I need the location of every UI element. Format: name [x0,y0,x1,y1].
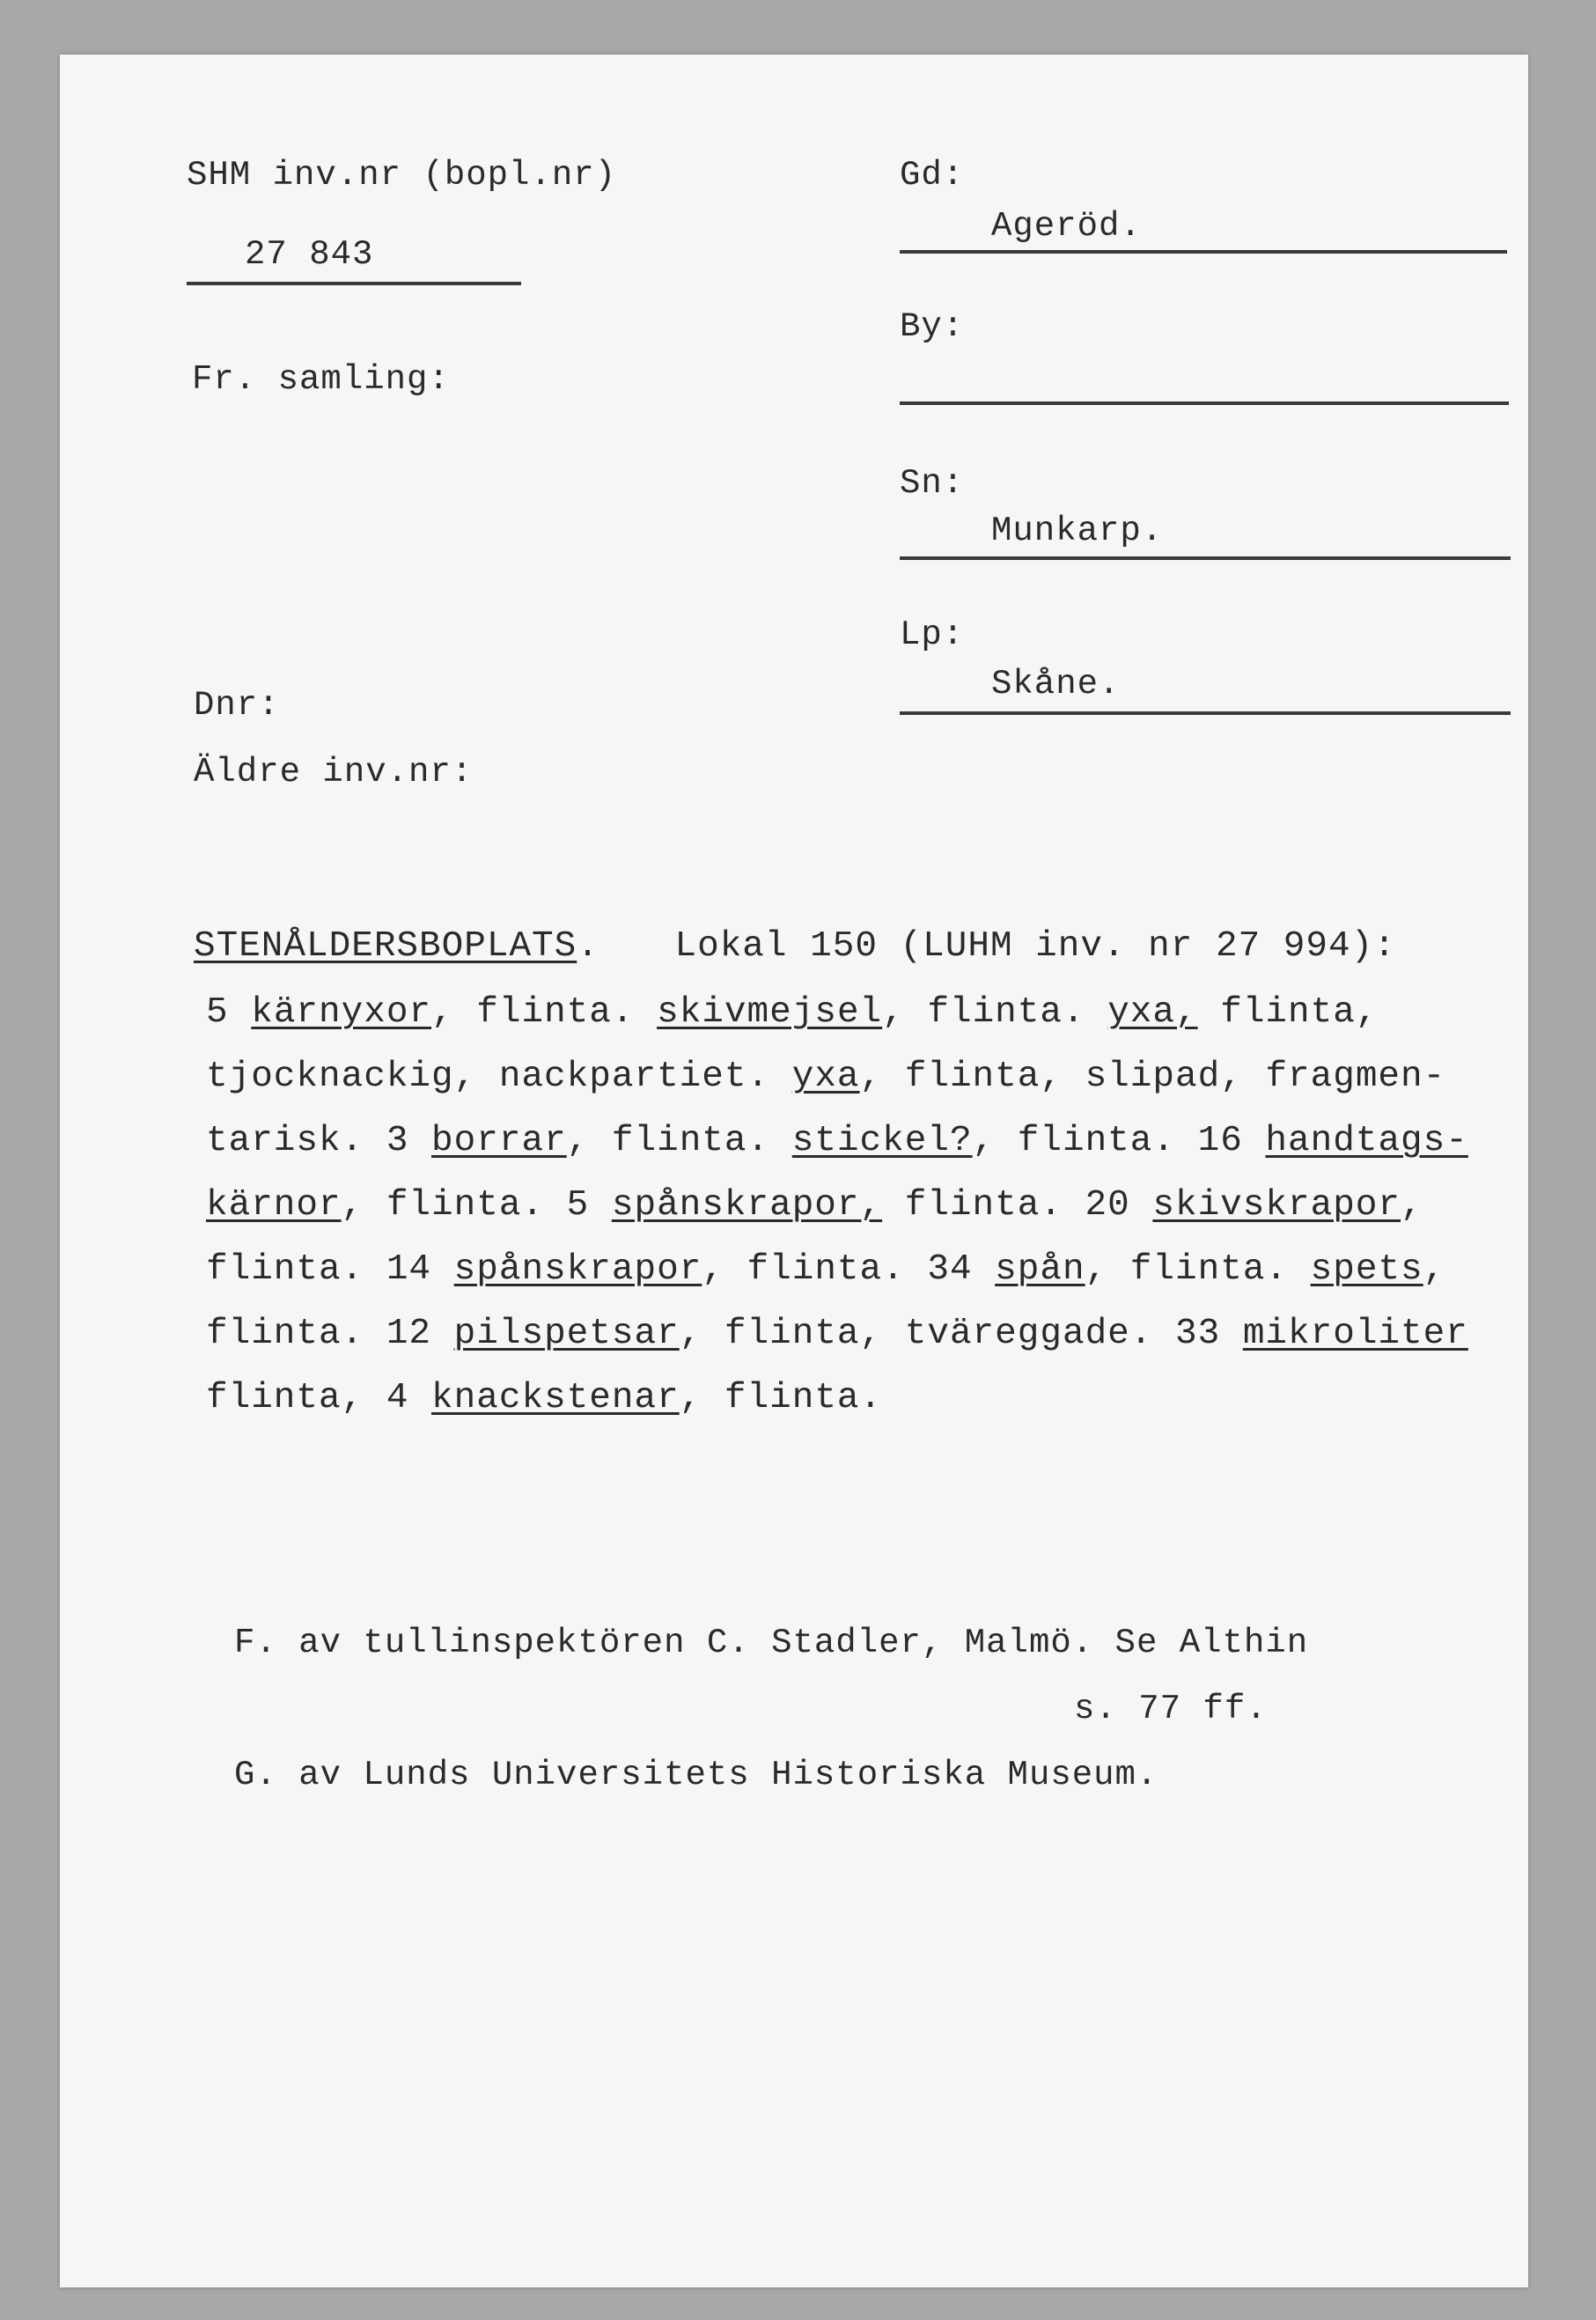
lp-value: Skåne. [991,665,1121,703]
body-line-2: tjocknackig, nackpartiet. yxa, flinta, slipad, fragmen- [206,1057,1446,1097]
sn-value: Munkarp. [991,512,1164,550]
shm-label: SHM inv.nr (bopl.nr) [187,156,617,195]
body-line-6: flinta. 12 pilspetsar, flinta, tväreggade. 33 mikroliter [206,1314,1468,1354]
sn-rule [900,556,1511,560]
index-card [60,55,1528,2287]
by-rule [900,401,1509,405]
shm-rule [187,282,521,285]
site-type-heading: STENÅLDERSBOPLATS [194,926,577,967]
body-line-5: flinta. 14 spånskrapor, flinta. 34 spån, flinta. spets, [206,1249,1446,1290]
finder-line: F. av tullinspektören C. Stadler, Malmö. Se Althin [234,1624,1309,1662]
gd-label: Gd: [900,156,965,195]
reference-line: s. 77 ff. [1074,1690,1268,1728]
donor-line: G. av Lunds Universitets Historiska Museum. [234,1756,1158,1794]
fr-samling-label: Fr. samling: [192,360,450,399]
body-line-1: 5 kärnyxor, flinta. skivmejsel, flinta. yxa, flinta, [206,992,1379,1033]
lp-rule [900,711,1511,715]
heading-line: STENÅLDERSBOPLATS. Lokal 150 (LUHM inv. nr 27 994): [194,926,1396,967]
lokal-text: Lokal 150 (LUHM inv. nr 27 994): [674,926,1396,967]
body-line-7: flinta, 4 knackstenar, flinta. [206,1378,883,1418]
lp-label: Lp: [900,615,965,654]
sn-label: Sn: [900,464,965,503]
dnr-label: Dnr: [194,686,280,725]
gd-rule [900,250,1507,254]
by-label: By: [900,307,965,346]
body-line-3: tarisk. 3 borrar, flinta. stickel?, flinta. 16 handtags- [206,1121,1468,1161]
body-line-4: kärnor, flinta. 5 spånskrapor, flinta. 20 skivskrapor, [206,1185,1423,1226]
shm-value: 27 843 [245,235,374,274]
aldre-inv-label: Äldre inv.nr: [194,753,474,792]
gd-value: Ageröd. [991,207,1142,246]
